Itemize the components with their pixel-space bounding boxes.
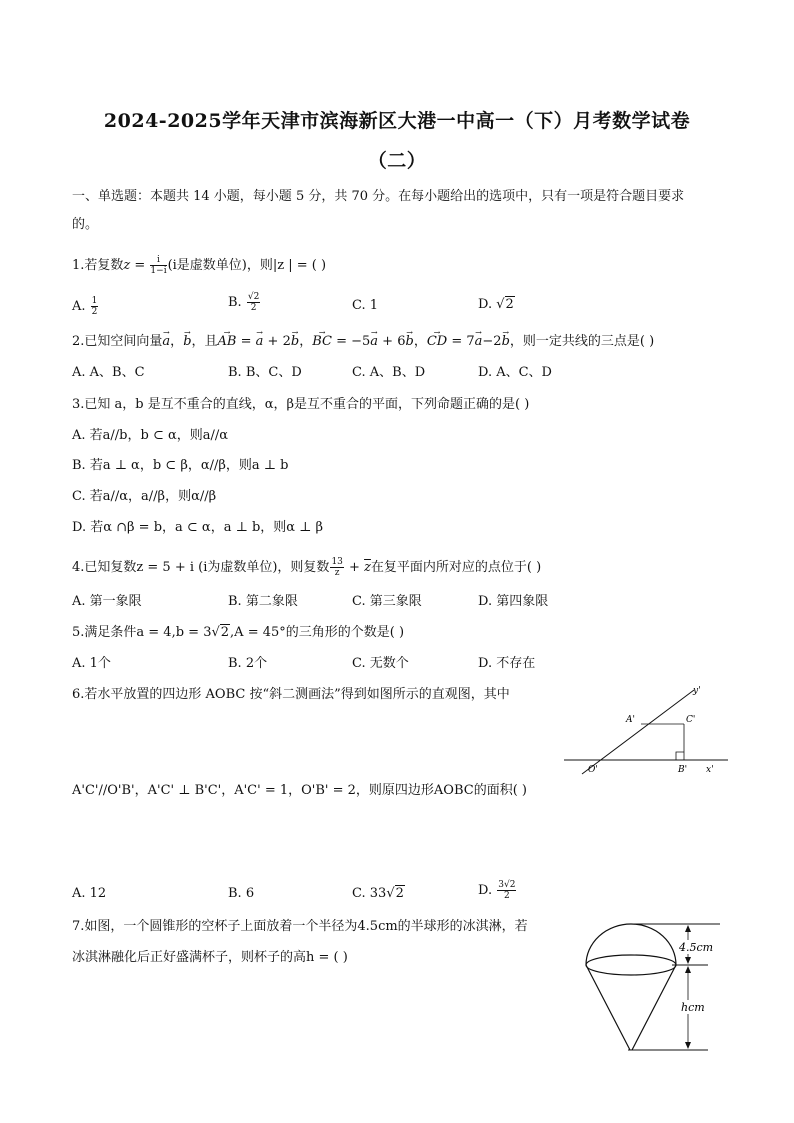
q4-option-a[interactable]: A. 第一象限	[72, 594, 142, 609]
label-hcm: hcm	[681, 1001, 705, 1014]
question-6-condition: A'C'//O'B'，A'C' ⊥ B'C'，A'C' = 1，O'B' = 2，则原四边形AOBC的面积( )	[72, 783, 527, 798]
cone-right-side	[632, 965, 676, 1050]
q5-option-b[interactable]: B. 2个	[228, 656, 268, 671]
q3-option-a[interactable]: A. 若a//b，b ⊂ α，则a//α	[72, 428, 229, 443]
q2-option-c[interactable]: C. A、B、D	[352, 365, 426, 380]
q1-z: z =	[123, 258, 146, 273]
question-7-line2: 冰淇淋融化后正好盛满杯子，则杯子的高h = ( )	[72, 950, 348, 965]
q3-option-d[interactable]: D. 若α ∩β = b，a ⊂ α，a ⊥ b，则α ⊥ β	[72, 520, 324, 535]
q3-option-c[interactable]: C. 若a//α，a//β，则α//β	[72, 489, 217, 504]
question-7-line1: 7.如图，一个圆锥形的空杯子上面放着一个半径为4.5cm的半球形的冰淇淋，若	[72, 919, 528, 934]
dim-top-arrow-up	[685, 925, 691, 932]
q2-option-b[interactable]: B. B、C、D	[228, 365, 302, 380]
label-a: A'	[626, 715, 635, 725]
q3-option-b[interactable]: B. 若a ⊥ α，b ⊂ β，α//β，则a ⊥ b	[72, 458, 289, 473]
paper-title-line1: 2024-2025学年天津市滨海新区大港一中高一（下）月考数学试卷	[103, 110, 691, 132]
hemisphere	[586, 924, 676, 965]
q5-option-a[interactable]: A. 1个	[72, 656, 111, 671]
label-4-5cm: 4.5cm	[679, 941, 714, 954]
question-5: 5.满足条件a = 4,b = 3√2,A = 45°的三角形的个数是( )	[72, 625, 405, 640]
right-angle-mark	[676, 752, 684, 760]
q4-option-b[interactable]: B. 第二象限	[228, 594, 298, 609]
question-1	[72, 255, 326, 276]
q1-pre: 1.若复数	[72, 258, 124, 273]
q1-option-b[interactable]: B. $\frac{√2}{2}$	[228, 292, 260, 313]
label-o: O'	[588, 765, 598, 775]
q6-option-b[interactable]: B. 6	[228, 886, 255, 901]
label-b: B'	[678, 765, 688, 775]
y-axis	[582, 690, 694, 774]
dim-h-arrow-up	[685, 966, 691, 973]
paper-title-line2: （二）	[367, 150, 427, 172]
question-4: 4.已知复数z = 5 + i (i为虚数单位)，则复数 $\frac{13}{z}$ + $\overline{z}$在复平面内所对应的点位于( )	[72, 557, 542, 578]
label-x: x'	[706, 765, 714, 775]
q6-option-c[interactable]: C. 33√2	[352, 886, 404, 901]
q6-oblique-diagram	[560, 684, 730, 776]
q1-option-a[interactable]: A. $\frac{1}{2}$	[72, 296, 98, 317]
q5-option-d[interactable]: D. 不存在	[478, 656, 536, 671]
section-header: 一、单选题：本题共 14 小题，每小题 5 分，共 70 分。在每小题给出的选项中，只有一项是符合题目要求	[72, 189, 685, 204]
section-header-cont: 的。	[72, 217, 99, 232]
question-6: 6.若水平放置的四边形 AOBC 按“斜二测画法”得到如图所示的直观图，其中	[72, 687, 510, 702]
question-3: 3.已知 a，b 是互不重合的直线，α，β是互不重合的平面，下列命题正确的是( )	[72, 397, 530, 412]
dim-top-arrow-down	[685, 957, 691, 964]
q6-option-d[interactable]: D. $\frac{3√2}{2}$	[478, 880, 516, 901]
label-c: C'	[686, 715, 696, 725]
question-2: 2.已知空间向量→ a，→ b，且→ AB = → a + 2→ b，→ BC = −5→ a + 6→ b，→ CD = 7→ a−2→ b，则一定共线的三点是( )	[72, 333, 654, 351]
q1-fraction: $\frac{i}{1-i}$	[150, 255, 167, 276]
cone-left-side	[586, 965, 630, 1050]
q1-option-c[interactable]: C. 1	[352, 298, 379, 313]
label-y: y'	[693, 686, 701, 696]
q1-option-d[interactable]: D. √2	[478, 297, 514, 312]
q6-option-a[interactable]: A. 12	[72, 886, 107, 901]
q4-option-c[interactable]: C. 第三象限	[352, 594, 422, 609]
q1-mid: (i是虚数单位)，则|z | = ( )	[167, 258, 327, 273]
q2-option-d[interactable]: D. A、C、D	[478, 365, 552, 380]
cone-rim	[586, 955, 676, 975]
q4-option-d[interactable]: D. 第四象限	[478, 594, 549, 609]
q7-cone-icecream-diagram	[576, 918, 726, 1058]
dim-h-arrow-down	[685, 1042, 691, 1049]
q2-option-a[interactable]: A. A、B、C	[72, 365, 145, 380]
q5-option-c[interactable]: C. 无数个	[352, 656, 409, 671]
